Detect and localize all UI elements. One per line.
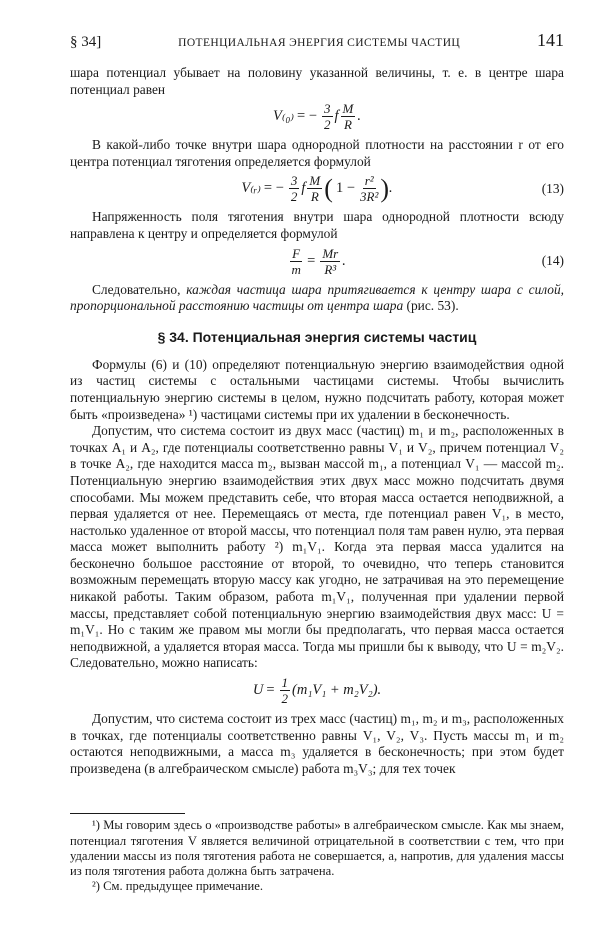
eq13-r-frac (360, 173, 378, 204)
eq13-r-den: 3R² (360, 189, 379, 205)
eq13-mass-frac (307, 173, 322, 204)
eq14-r-num: Mr (322, 245, 339, 261)
eq13-coef-frac (289, 173, 300, 204)
footnote-divider (70, 813, 185, 814)
paragraph-6: Допустим, что система состоит из двух масс (частиц) m₁ и m₂, расположенных в точках A₁ и A₂, где потенциалы соответственно равны V₁ и V₂, причем потенциал V₂ в точке A₂, где находится масса m₂, вызван массой m₁, а потенциал V₁ — массой m₂. Потенциальную энергию взаимодействия этих двух масс можно подсчитать двумя способами. Мы можем представить себе, что вторая масса остается неподвижной, а первая удаляется от нее. Перемещаясь от места, где потенциал равен V₁, в место, настолько удаленное от второй массы, что потенциал поля там равен нулю, эта первая масса может выполнить работу ²) m₁V₁. Когда эта первая масса удалится на бесконечно большое расстояние от второй, то очевидно, что теперь становится возможным перемещать вторую массу как угодно, не затрачивая на это перемещение никакой работы. Таким образом, работа m₁V₁, полученная при удалении первой массы, представляет собой потенциальную энергию взаимодействия двух масс: U = m₁V₁. Но с таким же правом мы могли бы предполагать, что первая масса остается неподвижной, а удаляется вторая масса. Тогда мы пришли бы к выводу, что U = m₂V₂. Следовательно, можно написать: (70, 423, 564, 671)
eq13-mass-den: R (310, 189, 319, 205)
header-section-mark: § 34] (70, 34, 102, 50)
equation-13 (70, 173, 564, 204)
eq14-lhs-frac (290, 246, 302, 277)
page-number: 141 (537, 30, 564, 50)
p4-italic: каждая частица шара притягивается к центру шара с силой, пропорциональной расстоянию частицы от центра шара (70, 281, 565, 314)
eq0-coef-num: 3 (324, 101, 331, 117)
eq14-r-den: R³ (324, 261, 337, 277)
eq0-equals: = − (297, 108, 317, 125)
eqU-half-num: 1 (281, 675, 289, 691)
paragraph-1: шара потенциал убывает на половину указанной величины, т. е. в центре шара потенциал равен (70, 65, 564, 97)
eq0-mass-num: M (342, 101, 354, 117)
eq13-lhs: V₍ᵣ₎ (241, 180, 261, 197)
eq13-coef-den: 2 (290, 189, 298, 205)
eq0-lhs: V₍₀₎ (272, 108, 295, 125)
footnote-2: ²) См. предыдущее примечание. (92, 879, 264, 894)
eq14-f-num: F (292, 245, 301, 261)
eq13-r-num: r² (364, 173, 374, 189)
paragraph-7: Допустим, что система состоит из трех масс (частиц) m₁, m₂ и m₃, расположенных в точках, где потенциалы соответственно равны V₁, V₂, V₃. Пусть массы m₁ и m₂ остаются неподвижными, а масса m₃ удаляется в бесконечность; при этом будет произведена (в алгебраическом смысле) работа m₃V₃; для тех точек (70, 711, 564, 776)
eq0-tail: . (357, 108, 361, 125)
eq13-tail: . (389, 180, 393, 197)
p4-end: (рис. 53). (403, 298, 459, 314)
eq0-coef-frac (322, 101, 333, 132)
eq13-f: f (301, 180, 306, 197)
footnote-1: ¹) Мы говорим здесь о «производстве работы» в алгебраическом смысле. Как мы знаем, потенциал тяготения V является величиной отрицательной в соответствии с тем, что при удалении массы из поля тяготения работа не совершается, а, напротив, для удаления массы из поля тяготения работа должна быть затрачена. (70, 818, 564, 879)
eq14-rhs-frac (320, 246, 340, 277)
equation-center-potential (70, 101, 564, 132)
eq13-close-paren: ) (380, 173, 390, 203)
eq14-f-den: m (291, 261, 301, 277)
equation-number-14: (14) (541, 253, 564, 269)
eq13-equals: = − (263, 180, 284, 197)
eqU-half-den: 2 (281, 691, 289, 707)
eq0-mass-den: R (343, 117, 352, 133)
eqU-body: (m₁V₁ + m₂V₂). (292, 682, 382, 699)
eq13-mass-num: M (309, 173, 321, 189)
eqU-half-frac (280, 675, 291, 706)
paragraph-5: Формулы (6) и (10) определяют потенциальную энергию взаимодействия одной из частиц системы с остальными частицами системы. Чтобы вычислить потенциальную энергию системы в целом, нужно подсчитать работу, которая может быть «произведена» ¹) частицами системы при их удалении в бесконечность. (70, 356, 564, 422)
eq13-coef-num: 3 (290, 173, 298, 189)
p4-start: Следовательно, (92, 281, 187, 297)
header-title: ПОТЕНЦИАЛЬНАЯ ЭНЕРГИЯ СИСТЕМЫ ЧАСТИЦ (178, 37, 461, 49)
eq13-open-paren: ( (324, 173, 333, 203)
equation-number-13: (13) (541, 180, 564, 196)
eq14-equals: = (307, 252, 316, 269)
eqU-lhs: U (252, 682, 264, 699)
eqU-equals: = (266, 682, 275, 699)
equation-14 (70, 246, 564, 277)
paragraph-3: Напряженность поля тяготения внутри шара однородной плотности всюду направлена к центру и определяется формулой (70, 209, 564, 241)
paragraph-4 (70, 282, 564, 315)
eq13-one: 1 − (335, 180, 355, 197)
eq0-coef-den: 2 (324, 117, 331, 133)
eq0-mass-frac (341, 101, 356, 132)
equation-energy (70, 675, 564, 706)
paragraph-2: В какой-либо точке внутри шара однородной плотности на расстоянии r от его центра потенциал тяготения определяется формулой (70, 137, 564, 169)
eq14-tail: . (342, 252, 346, 269)
running-header (70, 30, 564, 51)
eq0-f: f (334, 108, 339, 125)
section-heading: § 34. Потенциальная энергия системы частиц (157, 328, 477, 345)
